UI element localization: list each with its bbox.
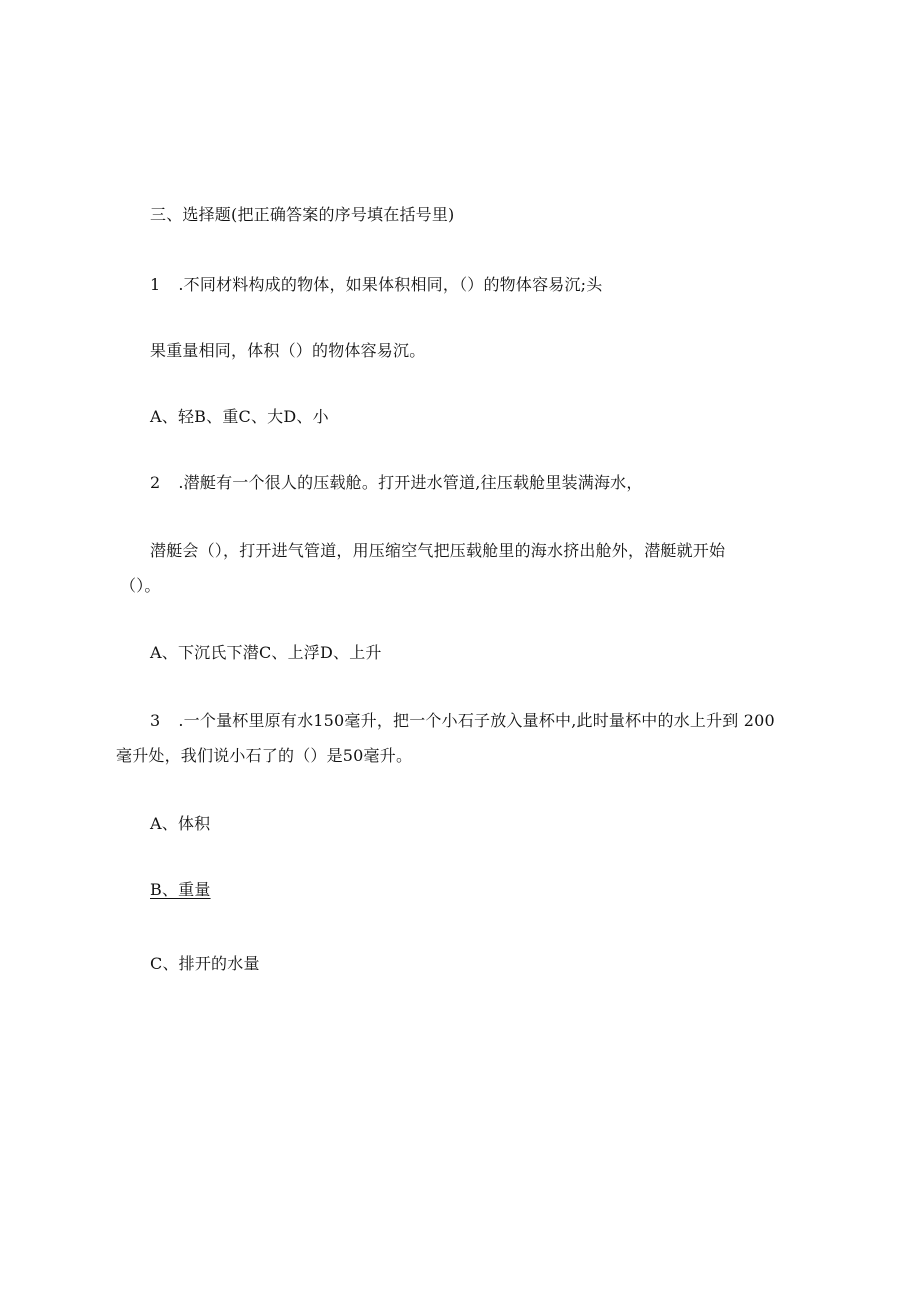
question-1-text-1: .不同材料构成的物体，如果体积相同，（）的物体容易沉;头 — [178, 275, 603, 294]
question-1-line-2: 果重量相同，体积（）的物体容易沉。 — [150, 341, 426, 360]
question-3-text-1: .一个量杯里原有水150毫升，把一个小石子放入量杯中,此时量杯中的水上升到 200 — [178, 711, 775, 730]
question-2-text-1: .潜艇有一个很人的压载舱。打开进水管道,往压载舱里装满海水， — [178, 473, 643, 492]
question-3-option-b: B、重量 — [150, 880, 211, 899]
question-2-line-2: 潜艇会（），打开进气管道，用压缩空气把压载舱里的海水挤出舱外，潜艇就开始 — [150, 541, 726, 560]
question-3-number: 3 — [150, 711, 161, 730]
question-2-line-1 — [150, 473, 643, 493]
question-1-line-1 — [150, 275, 602, 295]
question-2-number: 2 — [150, 473, 161, 492]
question-1-number: 1 — [150, 275, 161, 294]
question-3-line-1 — [150, 711, 775, 731]
question-3-option-c: C、排开的水量 — [150, 954, 260, 973]
question-2-options: A、下沉氏下潜C、上浮D、上升 — [150, 643, 382, 662]
question-2-line-3: （）。 — [120, 576, 161, 595]
question-3-line-2: 毫升处，我们说小石了的（）是50毫升。 — [116, 746, 413, 765]
question-1-options: A、轻B、重C、大D、小 — [150, 407, 329, 426]
question-3-option-a: A、体积 — [150, 814, 211, 833]
section-title: 三、选择题(把正确答案的序号填在括号里) — [150, 205, 455, 224]
